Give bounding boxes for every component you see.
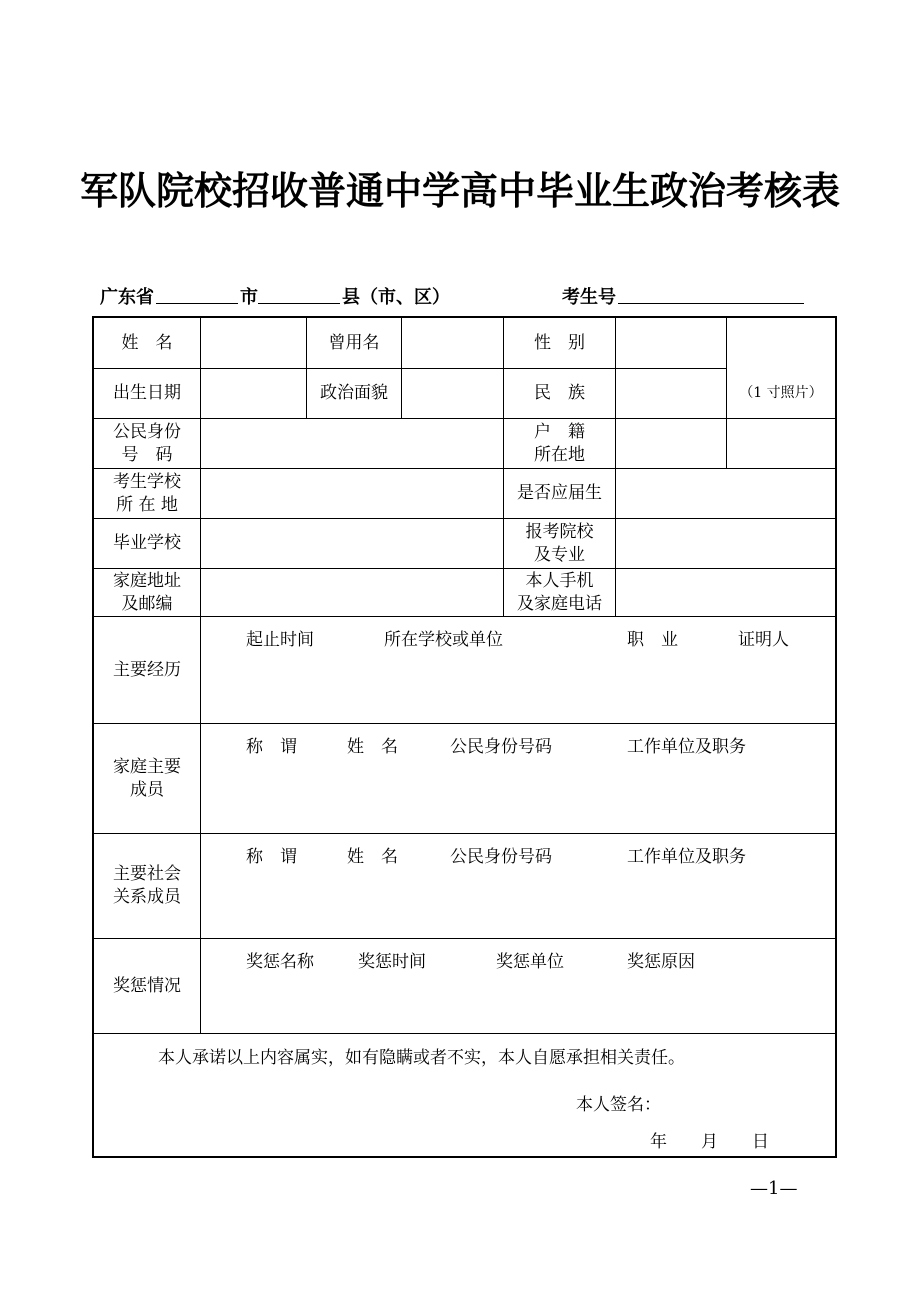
fresh-graduate-field[interactable] <box>616 469 835 518</box>
exam-no-label: 考生号 <box>562 287 616 308</box>
id-number-label-line2: 号 码 <box>121 444 173 465</box>
social-col-relation: 称 谓 <box>246 847 297 867</box>
household-label-line2: 所在地 <box>534 444 585 465</box>
applied-school-label-line1: 报考院校 <box>525 521 594 542</box>
date-line: 年 月 日 <box>650 1132 769 1152</box>
family-entry-area[interactable] <box>201 764 835 832</box>
applied-school-label <box>504 519 615 568</box>
id-number-label-line1: 公民身份 <box>113 421 181 442</box>
rewards-col-reason: 奖惩原因 <box>627 952 695 972</box>
address-label-line1: 家庭地址 <box>113 570 181 591</box>
ethnicity-label: 民 族 <box>534 383 585 403</box>
photo-box[interactable]: （1 寸照片） <box>739 384 823 401</box>
header-line <box>100 283 820 307</box>
social-label-line1: 主要社会 <box>113 864 181 884</box>
phone-label-line2: 及家庭电话 <box>517 593 602 614</box>
birth-date-field[interactable] <box>201 369 306 418</box>
address-label <box>94 569 200 616</box>
name-field[interactable] <box>201 318 306 368</box>
gender-field[interactable] <box>616 318 726 368</box>
family-col-id: 公民身份号码 <box>450 737 552 757</box>
social-label <box>94 834 200 938</box>
social-label-line2: 关系成员 <box>113 887 181 907</box>
exam-school-label-line1: 考生学校 <box>113 471 181 492</box>
experience-col-period: 起止时间 <box>246 630 314 650</box>
signature-label: 本人签名： <box>576 1095 661 1115</box>
name-label: 姓 名 <box>121 332 173 353</box>
applied-school-label-line2: 及专业 <box>534 544 585 565</box>
political-status-field[interactable] <box>402 369 503 418</box>
family-col-employer: 工作单位及职务 <box>627 737 746 757</box>
phone-label-line1: 本人手机 <box>525 570 594 591</box>
experience-col-school: 所在学校或单位 <box>384 630 503 650</box>
county-label: 县（市、区） <box>342 287 450 308</box>
family-col-name: 姓 名 <box>347 737 398 757</box>
address-field[interactable] <box>201 569 503 616</box>
experience-col-witness: 证明人 <box>738 630 789 650</box>
phone-field[interactable] <box>616 569 835 616</box>
experience-entry-area[interactable] <box>201 658 835 722</box>
political-status-label: 政治面貌 <box>320 383 388 403</box>
social-col-name: 姓 名 <box>347 847 398 867</box>
rewards-col-name: 奖惩名称 <box>246 952 314 972</box>
social-entry-area[interactable] <box>201 874 835 937</box>
gender-label: 性 别 <box>534 332 585 353</box>
rewards-label: 奖惩情况 <box>113 975 181 996</box>
pledge-text: 本人承诺以上内容属实，如有隐瞒或者不实，本人自愿承担相关责任。 <box>158 1048 685 1068</box>
fresh-graduate-label: 是否应届生 <box>517 483 602 503</box>
rewards-col-unit: 奖惩单位 <box>496 952 564 972</box>
grad-school-field[interactable] <box>201 519 503 568</box>
family-label-line1: 家庭主要 <box>113 756 181 777</box>
exam-school-field[interactable] <box>201 469 503 518</box>
experience-col-job: 职 业 <box>627 630 678 650</box>
id-number-label <box>94 419 200 468</box>
page-title: 军队院校招收普通中学高中毕业生政治考核表 <box>79 169 840 213</box>
grad-school-label: 毕业学校 <box>113 533 181 553</box>
rewards-col-time: 奖惩时间 <box>358 952 426 972</box>
family-col-relation: 称 谓 <box>246 737 297 757</box>
social-col-employer: 工作单位及职务 <box>627 847 746 867</box>
signature-field[interactable] <box>668 1094 788 1118</box>
exam-no-blank[interactable] <box>618 283 804 304</box>
assessment-form <box>92 316 837 1158</box>
birth-date-label: 出生日期 <box>113 383 181 403</box>
social-col-id: 公民身份号码 <box>450 847 552 867</box>
family-label <box>94 724 200 833</box>
applied-school-field[interactable] <box>616 519 835 568</box>
family-label-line2: 成员 <box>130 779 164 800</box>
page-number: —1— <box>750 1178 798 1199</box>
household-label-line1: 户 籍 <box>534 421 585 442</box>
phone-label <box>504 569 615 616</box>
ethnicity-field[interactable] <box>616 369 726 418</box>
province-label: 广东省 <box>100 287 154 308</box>
id-number-field[interactable] <box>201 419 503 468</box>
former-name-label: 曾用名 <box>328 332 380 353</box>
rewards-entry-area[interactable] <box>201 978 835 1032</box>
exam-school-label-line2: 所 在 地 <box>116 494 178 515</box>
city-blank[interactable] <box>258 283 340 304</box>
household-label <box>504 419 615 468</box>
household-field[interactable] <box>616 419 726 468</box>
exam-school-label <box>94 469 200 518</box>
experience-label: 主要经历 <box>113 659 181 680</box>
city-label: 市 <box>240 287 258 308</box>
former-name-field[interactable] <box>402 318 503 368</box>
address-label-line2: 及邮编 <box>121 593 173 614</box>
province-blank[interactable] <box>156 283 238 304</box>
